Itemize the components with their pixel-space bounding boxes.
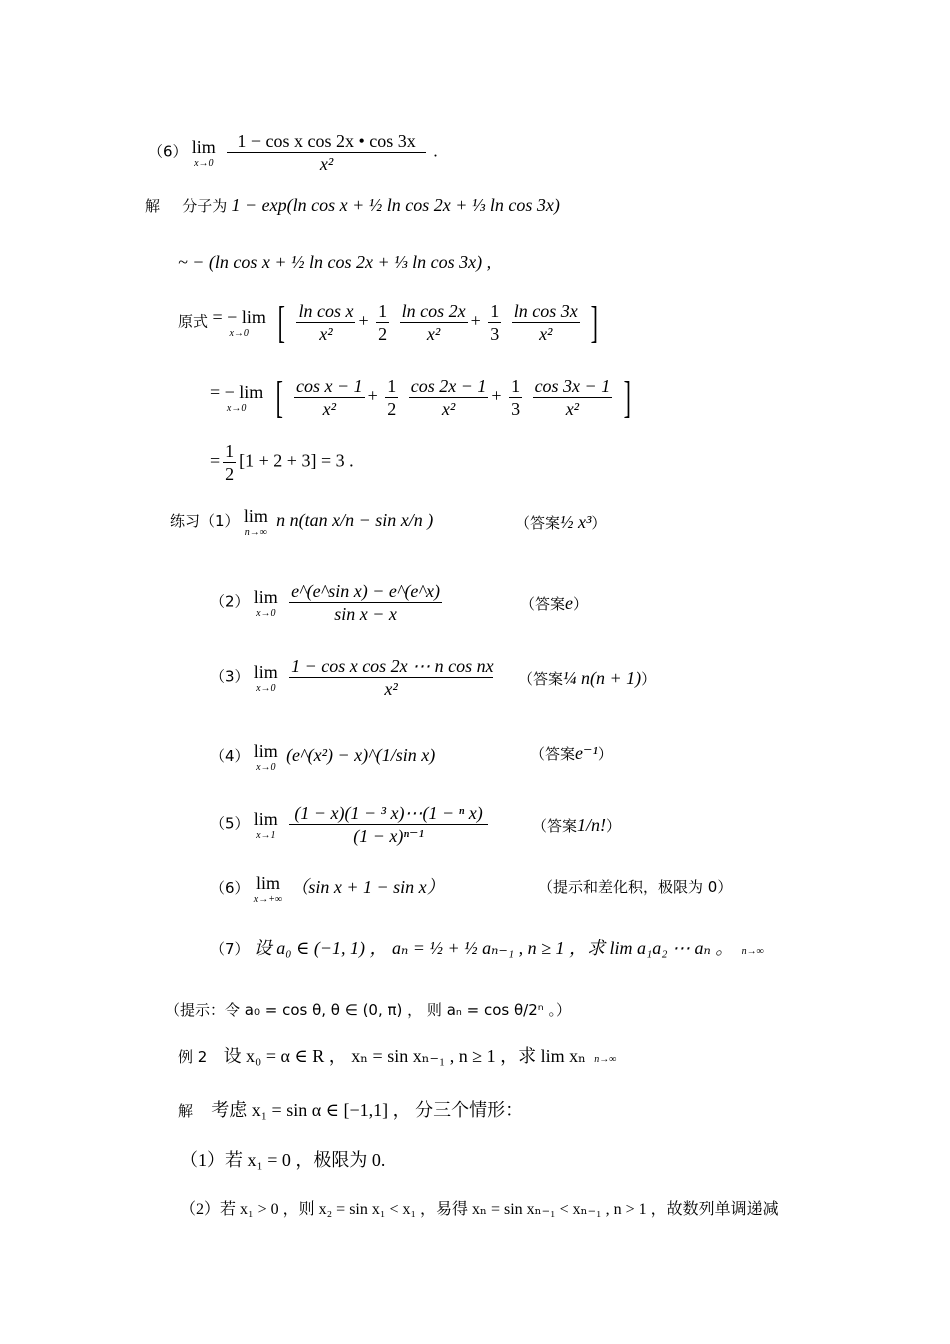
neg-limit-2: = − lim x→0 — [210, 381, 264, 414]
solution-expression-1: 1 − exp(ln cos x + ½ ln cos 2x + ⅓ ln cos 3x) — [231, 195, 560, 215]
solution-label: 解 — [145, 197, 161, 215]
practice-4: （4） lim x→0 (e^(x²) − x)^(1/sin x) — [210, 741, 436, 773]
answer-3: （答案¼ n(n + 1)） — [518, 668, 657, 688]
solution-line-2: ~ − (ln cos x + ½ ln cos 2x + ⅓ ln cos 3x) , — [178, 252, 492, 272]
example-2: 例 2 设 x₀ = α ∈ R ， xₙ = sin xₙ₋₁ , n ≥ 1 ，求 lim xₙ n→∞ — [178, 1046, 617, 1066]
practice-7: （7） 设 a₀ ∈ (−1, 1) ， aₙ = ½ + ½ aₙ₋₁ , n ≥ 1 ，求 lim a₁a₂ ⋯ aₙ 。 n→∞ — [210, 938, 764, 958]
answer-4: （答案e⁻¹） — [530, 743, 613, 763]
solution-line-1 — [145, 195, 560, 216]
limit-operator: lim x→0 — [191, 136, 216, 169]
case-1: （1）若 x₁ = 0 ，极限为 0. — [180, 1150, 386, 1170]
neg-limit: = − lim x→0 — [212, 306, 266, 339]
practice-6: （6） lim x→+∞ （sin x + 1 − sin x） — [210, 873, 445, 905]
solution-final: = $\frac{1}{2}$ [1 + 2 + 3] = 3 . — [210, 441, 354, 484]
problem-6-numerator: 1 − cos x cos 2x • cos 3x — [227, 130, 426, 153]
practice-2: （2） lim x→0 $\frac{\text{e\textasciicircum{}(e\textasciicircum{}sin x) − e\textasciicircum{}(e\textasciicircum{}x)}}{\text{sin x − x}}$ — [210, 581, 441, 624]
solution-intro: 分子为 — [182, 197, 228, 215]
practice-5: （5） lim x→1 $\frac{\text{(1 − x)(1 − ³ x)⋯(1 − ⁿ x)}}{\text{(1 − x)ⁿ⁻¹}}$ — [210, 802, 491, 847]
answer-2: （答案e） — [520, 593, 589, 613]
answer-1: （答案½ x³） — [515, 512, 607, 532]
example-2-label: 例 2 — [178, 1048, 208, 1066]
problem-6-denominator: x² — [319, 154, 334, 174]
solution-line-3: 原式 = − lim x→0 [ $\frac{\text{ln cos x}}{\text{x²}}$ + $\frac{1}{2}$ $\frac{\text{ln cos 2x}}{\text{x²}}$ + $\frac{1}{3}$ $\frac{\text{ln cos 3x}}{\text{x²}}$ ] — [178, 297, 599, 347]
solution-line-4: = − lim x→0 [ $\frac{\text{cos x − 1}}{\text{x²}}$ + $\frac{1}{2}$ $\frac{\cos 2x - 1}{\text{x²}}$ + $\frac{1}{3}$ $\frac{\cos 3x - 1}{\text{x²}}$ ] — [210, 372, 631, 422]
practice-3: （3） lim x→0 $\frac{\text{1 − cos x cos 2x ⋯ n cos nx}}{\text{x²}}$ — [210, 656, 494, 699]
practice-label: 练习 — [170, 511, 201, 530]
practice-1: 练习（1） lim n→∞ n n(tan x/n − sin x/n ) — [170, 506, 434, 538]
case-2: （2）若 x₁ > 0 ，则 x₂ = sin x₁ < x₁ ，易得 xₙ = sin xₙ₋₁ < xₙ₋₁ , n > 1 ，故数列单调递减 — [180, 1201, 779, 1218]
hint-7: （提示：令 a₀ = cos θ, θ ∈ (0, π) ， 则 aₙ = cos θ/2ⁿ 。） — [165, 1001, 571, 1019]
yuanshi-label: 原式 — [178, 312, 209, 331]
example-2-solution: 解 考虑 x₁ = sin α ∈ [−1,1] ， 分三个情形： — [178, 1100, 524, 1120]
problem-6: （6） lim x→0 $\frac{\text{1 − cos x cos 2x • cos 3x}}{\text{x²}}$ . — [148, 131, 438, 174]
problem-6-fraction — [227, 130, 426, 175]
hint-6: （提示和差化积，极限为 0） — [538, 878, 733, 896]
answer-5: （答案1/n!） — [532, 815, 622, 835]
problem-6-label: （6） — [148, 142, 188, 161]
